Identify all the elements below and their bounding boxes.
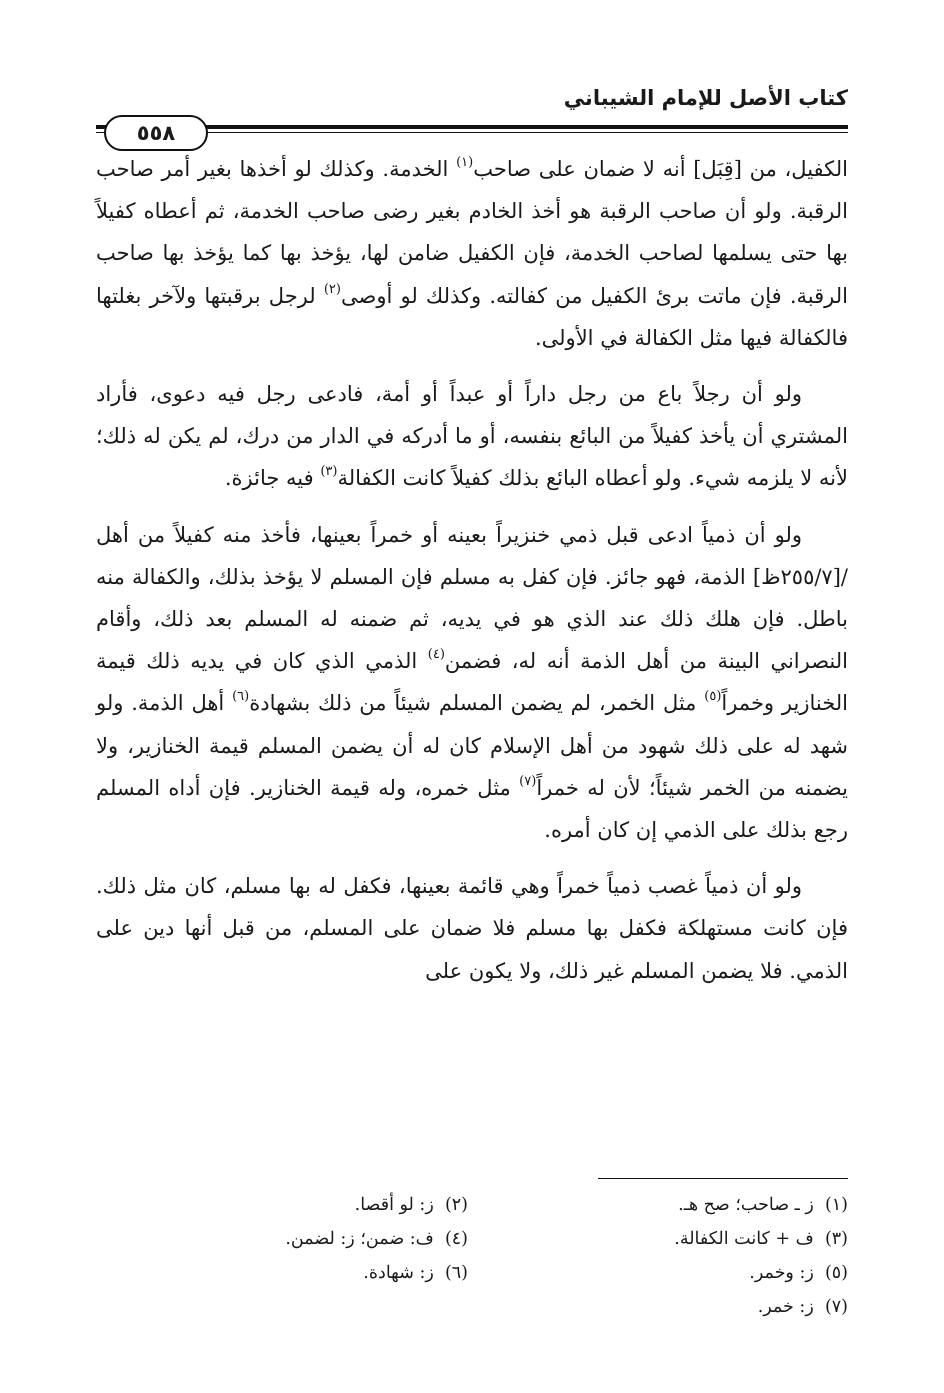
text-run: ولو أن ذمياً ادعى قبل ذمي خنزيراً بعينه أو خمراً بعينها، فأخذ منه كفيلاً من أهل /[٢٥٥/٧ظ] الذمة، فهو جائز. فإن كفل به مسلم فإن المسلم لا يؤخذ بذلك، والكفالة منه باطل. فإن هلك ذلك عند الذي هو في يديه، ثم ضمنه له المسلم بعد ذلك، وأقام النصراني البينة من أهل الذمة أنه له، فضمن xyxy=(96,522,848,674)
text-run: الكفيل، من [قِبَل] أنه لا ضمان على صاحب xyxy=(473,157,848,181)
footnotes xyxy=(96,1190,848,1322)
footnote-number: (٦) xyxy=(444,1263,468,1283)
footnote-marker: (٣) xyxy=(320,464,338,480)
footnote-text: ز: شهادة. xyxy=(363,1263,434,1283)
footnote-number: (٥) xyxy=(824,1263,848,1283)
text-run: الذمي الذي كان في يديه ذلك قيمة الخنازير وخمراً xyxy=(96,649,848,716)
paragraph-1 xyxy=(96,148,848,359)
footnote-text: ز: لو أقصا. xyxy=(354,1195,434,1215)
footnote-text: ز: وخمر. xyxy=(749,1263,814,1283)
footnote-marker: (٤) xyxy=(427,647,445,663)
footnote-marker: (٧) xyxy=(519,773,537,789)
text-run: الخدمة. وكذلك لو أخذها بغير أمر صاحب الرقبة. ولو أن صاحب الرقبة هو أخذ الخادم بغير رضى صاحب الخدمة، ثم أعطاه كفيلاً بها حتى يسلمها لصاحب الخدمة، فإن الكفيل ضامن لها، يؤخذ بها كما يؤخذ بها صاحب الرقبة. فإن ماتت برئ الكفيل من كفالته. وكذلك لو أوصى xyxy=(96,157,848,308)
footnote-number: (٧) xyxy=(824,1297,848,1317)
footnote-7 xyxy=(476,1292,848,1322)
header-rule-thin xyxy=(96,132,848,133)
text-run: لرجل برقبتها ولآخر بغلتها فالكفالة فيها مثل الكفالة في الأولى. xyxy=(96,283,848,350)
text-run: فيه جائزة. xyxy=(224,466,321,491)
footnote-number: (٤) xyxy=(444,1229,468,1249)
running-title: كتاب الأصل للإمام الشيباني xyxy=(563,86,848,110)
footnote-number: (٢) xyxy=(444,1195,468,1215)
footnote-number: (٣) xyxy=(824,1229,848,1249)
footnote-3 xyxy=(476,1224,848,1254)
paragraph-4 xyxy=(96,865,848,992)
footnote-text: ز: خمر. xyxy=(757,1297,814,1317)
text-run: أهل الذمة. ولو شهد له على ذلك شهود من أهل الإسلام كان له أن يضمن المسلم قيمة الخنازير، ولا يضمنه من الخمر شيئاً؛ لأن له خمراً xyxy=(96,691,848,800)
footnote-2 xyxy=(96,1190,468,1220)
header-rule xyxy=(96,125,848,129)
footnote-4 xyxy=(96,1224,468,1254)
footnote-marker: (٥) xyxy=(704,689,722,705)
footnote-marker: (١) xyxy=(456,155,474,170)
page-number: ٥٥٨ xyxy=(104,115,208,151)
footnote-text: ف: ضمن؛ ز: لضمن. xyxy=(285,1229,434,1249)
footnote-6 xyxy=(96,1258,468,1288)
text-run: مثل خمره، وله قيمة الخنازير. فإن أداه المسلم رجع بذلك على الذمي إن كان أمره. xyxy=(96,775,848,843)
text-run: ولو أن رجلاً باع من رجل داراً أو عبداً أو أمة، فادعى رجل فيه دعوى، فأراد المشتري أن يأخذ كفيلاً من البائع بنفسه، أو ما أدركه في الدار من درك، لم يكن له ذلك؛ لأنه لا يلزمه شيء. ولو أعطاه البائع بذلك كفيلاً كانت الكفالة xyxy=(96,382,848,491)
footnote-text: ف + كانت الكفالة. xyxy=(674,1229,814,1249)
paragraph-3 xyxy=(96,514,848,852)
footnote-text: ز ـ صاحب؛ صح هـ. xyxy=(678,1195,814,1215)
footnote-5 xyxy=(476,1258,848,1288)
footnote-number: (١) xyxy=(824,1195,848,1215)
main-text xyxy=(96,148,848,992)
text-run: مثل الخمر، لم يضمن المسلم شيئاً من ذلك بشهادة xyxy=(249,691,705,716)
footnote-separator xyxy=(598,1178,848,1179)
footnote-marker: (٦) xyxy=(232,689,250,705)
footnote-1 xyxy=(476,1190,848,1220)
text-run: ولو أن ذمياً غصب ذمياً خمراً وهي قائمة بعينها، فكفل له بها مسلم، كان مثل ذلك. فإن كانت مستهلكة فكفل بها مسلم فلا ضمان على المسلم، من قبل أنها دين على الذمي. فلا يضمن المسلم غير ذلك، ولا يكون على xyxy=(96,874,848,983)
footnote-marker: (٢) xyxy=(323,281,341,297)
paragraph-2 xyxy=(96,373,848,500)
